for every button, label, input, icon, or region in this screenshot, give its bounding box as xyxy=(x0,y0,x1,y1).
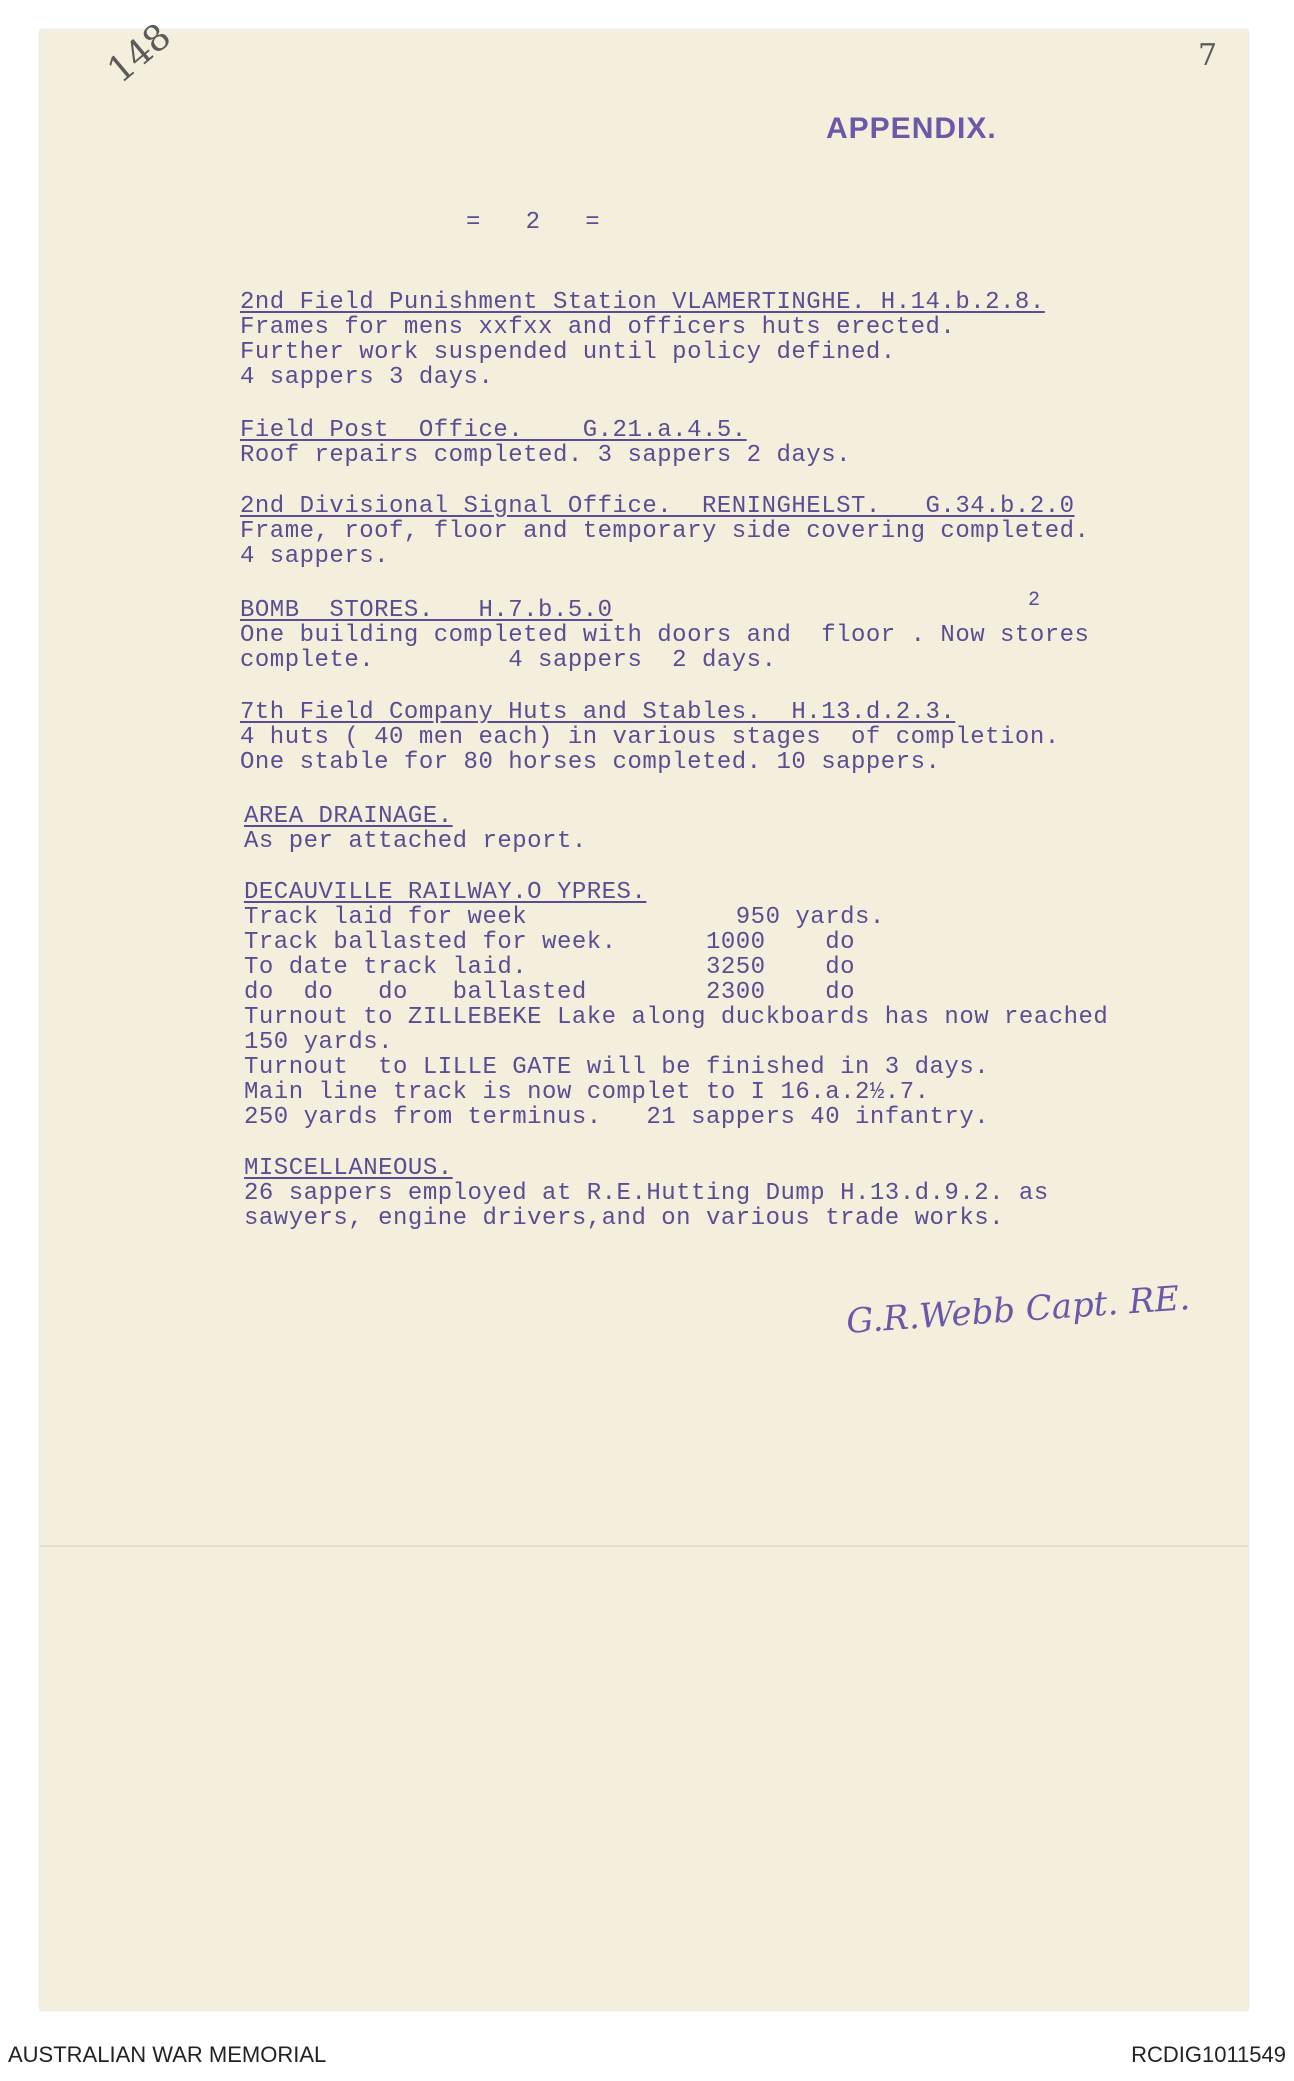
paper-fold-line xyxy=(40,1545,1248,1547)
section-heading: DECAUVILLE RAILWAY.O YPRES. xyxy=(244,879,647,906)
section-decauville-railway xyxy=(244,880,1108,1130)
signature: G.R.Webb Capt. RE. xyxy=(845,1278,1192,1342)
section-line: Frame, roof, floor and temporary side covering completed. xyxy=(240,518,1090,545)
section-line: Further work suspended until policy defined. xyxy=(240,339,896,366)
section-line: complete. 4 sappers 2 days. xyxy=(240,647,777,674)
section-line: 250 yards from terminus. 21 sappers 40 infantry. xyxy=(244,1104,990,1131)
section-line: do do do ballasted 2300 do xyxy=(244,979,855,1006)
section-bomb-stores xyxy=(240,598,1089,673)
section-line: 26 sappers employed at R.E.Hutting Dump H.13.d.9.2. as xyxy=(244,1180,1049,1207)
section-line: 4 sappers 3 days. xyxy=(240,364,494,391)
page-marker: = 2 = xyxy=(466,209,601,236)
section-line: Track ballasted for week. 1000 do xyxy=(244,929,855,956)
section-line: Main line track is now complet to I 16.a.2½.7. xyxy=(244,1079,930,1106)
section-line: Roof repairs completed. 3 sappers 2 days. xyxy=(240,442,851,469)
page-number: 7 xyxy=(1198,38,1218,73)
folio-number: 148 xyxy=(100,15,179,92)
section-area-drainage xyxy=(244,804,587,854)
footer-source: AUSTRALIAN WAR MEMORIAL xyxy=(8,2042,327,2067)
section-field-company-huts xyxy=(240,700,1060,775)
section-field-punishment xyxy=(240,290,1045,390)
appendix-stamp: APPENDIX. xyxy=(826,112,997,145)
section-heading: MISCELLANEOUS. xyxy=(244,1155,453,1182)
section-heading: AREA DRAINAGE. xyxy=(244,803,453,830)
section-heading: BOMB STORES. H.7.b.5.0 xyxy=(240,597,613,624)
section-line: 4 sappers. xyxy=(240,543,390,570)
section-miscellaneous xyxy=(244,1156,1049,1231)
section-heading: Field Post Office. G.21.a.4.5. xyxy=(240,417,747,444)
section-line: One stable for 80 horses completed. 10 sappers. xyxy=(240,749,941,776)
section-line: Track laid for week 950 yards. xyxy=(244,904,885,931)
section-heading: 7th Field Company Huts and Stables. H.13.d.2.3. xyxy=(240,699,956,726)
section-heading: 2nd Divisional Signal Office. RENINGHELST. G.34.b.2.0 xyxy=(240,493,1075,520)
section-line: Turnout to ZILLEBEKE Lake along duckboards has now reached xyxy=(244,1004,1109,1031)
handwritten-correction: 2 xyxy=(1028,589,1041,612)
section-field-post-office xyxy=(240,418,851,468)
section-line: 150 yards. xyxy=(244,1029,394,1056)
section-line: Turnout to LILLE GATE will be finished in 3 days. xyxy=(244,1054,990,1081)
footer-reference: RCDIG1011549 xyxy=(1131,2042,1286,2067)
section-line: To date track laid. 3250 do xyxy=(244,954,855,981)
section-line: sawyers, engine drivers,and on various trade works. xyxy=(244,1205,1005,1232)
section-heading: 2nd Field Punishment Station VLAMERTINGHE. H.14.b.2.8. xyxy=(240,289,1045,316)
section-line: One building completed with doors and floor . Now stores xyxy=(240,622,1090,649)
section-line: Frames for mens xxfxx and officers huts erected. xyxy=(240,314,956,341)
section-line: 4 huts ( 40 men each) in various stages of completion. xyxy=(240,724,1060,751)
section-line: As per attached report. xyxy=(244,828,587,855)
section-signal-office xyxy=(240,494,1089,569)
